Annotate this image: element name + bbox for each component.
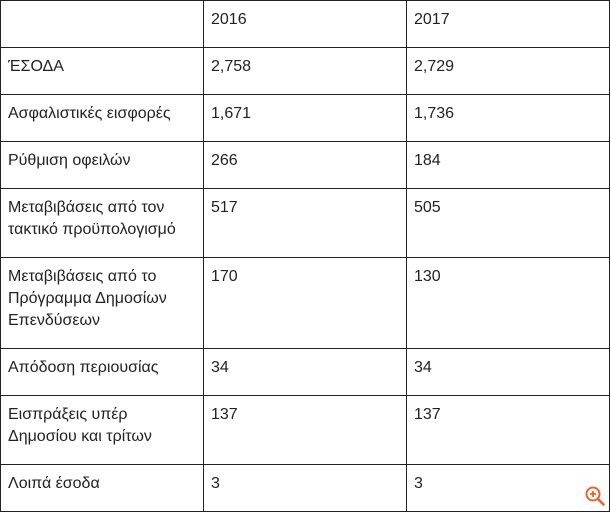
row-value-2017: 130 — [407, 258, 610, 349]
row-value-2016: 3 — [204, 465, 407, 512]
row-value-2016: 137 — [204, 396, 407, 465]
row-label: Απόδοση περιουσίας — [1, 349, 204, 396]
row-value-2016: 1,671 — [204, 95, 407, 142]
row-label: Μεταβιβάσεις από το Πρόγραμμα Δημοσίων Επενδύσεων — [1, 258, 204, 349]
zoom-in-icon[interactable] — [584, 485, 606, 507]
row-value-2017: 34 — [407, 349, 610, 396]
table-row — [1, 48, 610, 95]
row-value-2017: 1,736 — [407, 95, 610, 142]
table-row — [1, 258, 610, 349]
row-label: Εισπράξεις υπέρ Δημοσίου και τρίτων — [1, 396, 204, 465]
table-row — [1, 142, 610, 189]
row-label: Λοιπά έσοδα — [1, 465, 204, 512]
row-value-2017: 184 — [407, 142, 610, 189]
row-value-2017: 137 — [407, 396, 610, 465]
table-row — [1, 95, 610, 142]
row-label: ΈΣΟΔΑ — [1, 48, 204, 95]
row-value-2017: 505 — [407, 189, 610, 258]
table-row — [1, 189, 610, 258]
row-value-2017: 2,729 — [407, 48, 610, 95]
header-cell-2017: 2017 — [407, 1, 610, 48]
row-value-2016: 517 — [204, 189, 407, 258]
row-label: Ρύθμιση οφειλών — [1, 142, 204, 189]
table-row — [1, 465, 610, 512]
row-value-2016: 266 — [204, 142, 407, 189]
row-label: Μεταβιβάσεις από τον τακτικό προϋπολογισμό — [1, 189, 204, 258]
row-value-2016: 2,758 — [204, 48, 407, 95]
header-cell-2016: 2016 — [204, 1, 407, 48]
row-label: Ασφαλιστικές εισφορές — [1, 95, 204, 142]
row-value-2017: 3 — [407, 465, 610, 512]
header-row — [1, 1, 610, 48]
header-cell-label — [1, 1, 204, 48]
table-row — [1, 349, 610, 396]
table-row — [1, 396, 610, 465]
row-value-2016: 34 — [204, 349, 407, 396]
row-value-2016: 170 — [204, 258, 407, 349]
